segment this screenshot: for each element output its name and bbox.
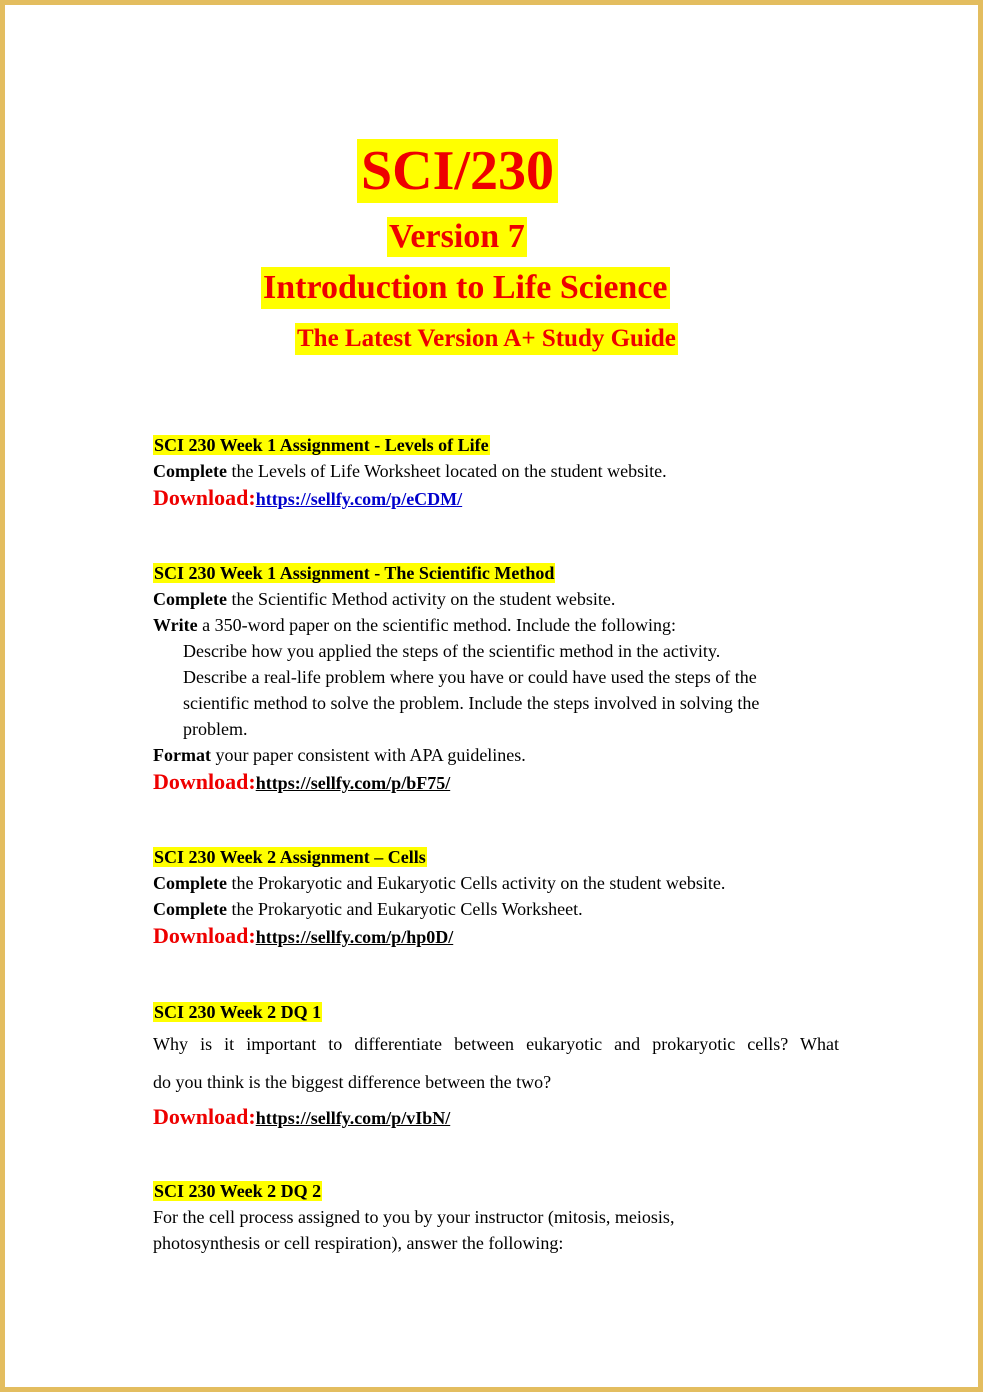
prompt-line: photosynthesis or cell respiration), answer the following: — [153, 1233, 564, 1253]
download-link[interactable]: https://sellfy.com/p/eCDM/ — [255, 489, 463, 509]
instruction-verb: Complete — [153, 873, 227, 893]
section-week1-levels-of-life — [153, 432, 853, 513]
download-row — [153, 768, 853, 797]
course-name-title: Introduction to Life Science — [261, 267, 670, 309]
download-row — [153, 922, 853, 951]
section-week2-dq1 — [153, 999, 853, 1132]
section-week2-dq2 — [153, 1178, 853, 1256]
instruction-line — [153, 870, 853, 896]
section-heading: SCI 230 Week 2 DQ 2 — [154, 1181, 322, 1201]
instruction-verb: Complete — [153, 899, 227, 919]
section-week1-scientific-method — [153, 560, 853, 797]
question-text — [153, 1025, 839, 1101]
version-title: Version 7 — [389, 218, 525, 255]
download-row — [153, 1103, 853, 1132]
question-part: Why is it important to differentiate between eukaryotic and prokaryotic cells? What — [153, 1034, 839, 1054]
instruction-text: the Prokaryotic and Eukaryotic Cells Worksheet. — [226, 899, 583, 919]
instruction-verb: Write — [153, 615, 198, 635]
prompt-line: For the cell process assigned to you by your instructor (mitosis, meiosis, — [153, 1207, 675, 1227]
section-week2-cells — [153, 844, 853, 951]
requirement-line: problem. — [183, 719, 248, 739]
download-link[interactable]: https://sellfy.com/p/hp0D/ — [255, 927, 454, 947]
section-heading: SCI 230 Week 1 Assignment - Levels of Life — [154, 435, 489, 455]
download-label: Download: — [153, 923, 256, 948]
instruction-verb: Format — [153, 745, 211, 765]
instruction-text: the Scientific Method activity on the student website. — [226, 589, 616, 609]
download-link[interactable]: https://sellfy.com/p/bF75/ — [255, 773, 451, 793]
download-label: Download: — [153, 769, 256, 794]
instruction-text: a 350-word paper on the scientific method. Include the following: — [197, 615, 677, 635]
requirement-line: Describe a real-life problem where you have or could have used the steps of the — [183, 667, 757, 687]
question-line — [153, 1025, 839, 1063]
section-heading: SCI 230 Week 1 Assignment - The Scientific Method — [154, 563, 555, 583]
instruction-line — [153, 896, 853, 922]
download-row — [153, 484, 853, 513]
tagline-title: The Latest Version A+ Study Guide — [295, 323, 678, 355]
download-label: Download: — [153, 1104, 256, 1129]
instruction-verb: Complete — [153, 589, 227, 609]
instruction-line — [153, 458, 853, 484]
instruction-line — [153, 742, 853, 768]
course-code-title: SCI/230 — [357, 139, 558, 203]
download-label: Download: — [153, 485, 256, 510]
instruction-text: your paper consistent with APA guidelines. — [210, 745, 526, 765]
instruction-verb: Complete — [153, 461, 227, 481]
question-line: do you think is the biggest difference between the two? — [153, 1072, 552, 1092]
section-heading: SCI 230 Week 2 Assignment – Cells — [154, 847, 426, 867]
requirement-line: Describe how you applied the steps of the scientific method in the activity. — [183, 641, 721, 661]
instruction-line — [153, 612, 853, 638]
instruction-text: the Levels of Life Worksheet located on the student website. — [226, 461, 667, 481]
instruction-text: the Prokaryotic and Eukaryotic Cells activity on the student website. — [226, 873, 726, 893]
download-link[interactable]: https://sellfy.com/p/vIbN/ — [255, 1108, 451, 1128]
requirement-line: scientific method to solve the problem. Include the steps involved in solving the — [183, 693, 760, 713]
instruction-line — [153, 586, 853, 612]
section-heading: SCI 230 Week 2 DQ 1 — [154, 1002, 322, 1022]
